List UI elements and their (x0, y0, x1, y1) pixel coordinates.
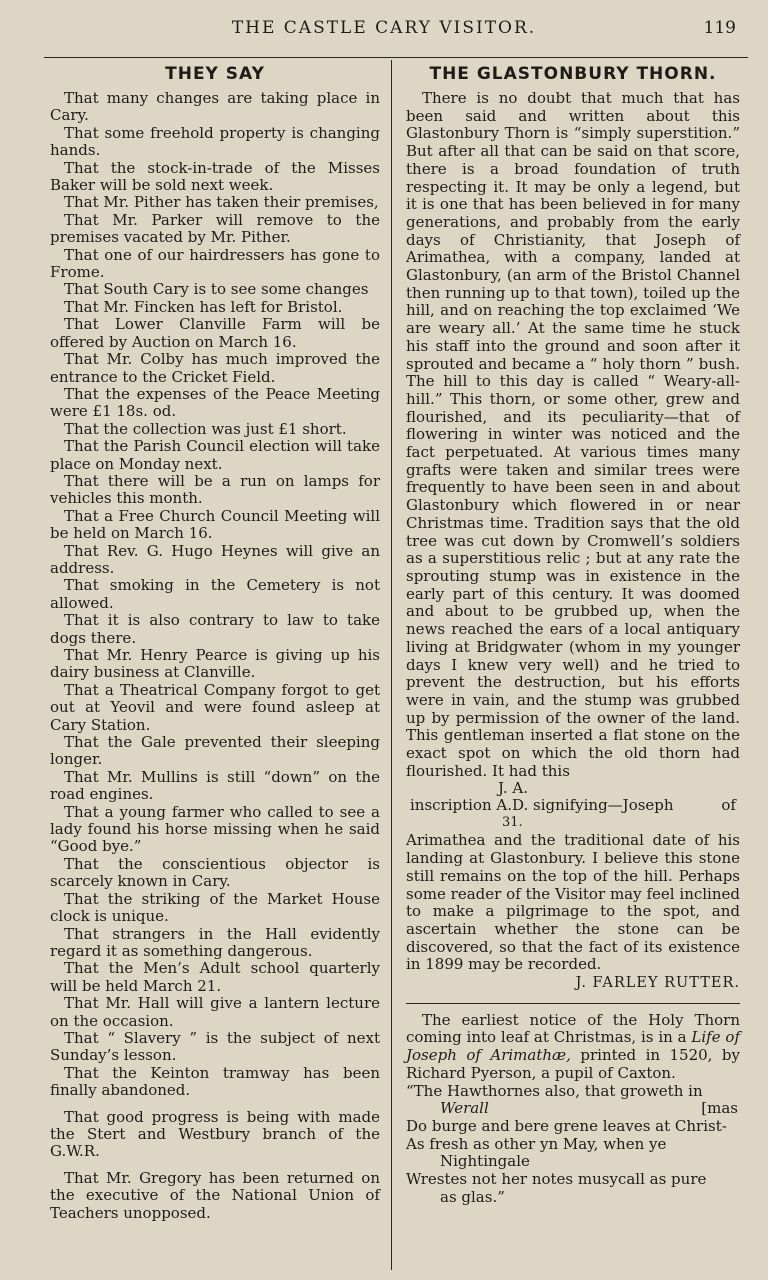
verse-line: “The Hawthornes also, that groweth in (406, 1081, 703, 1100)
inscription-line: inscription A.D. signifying—Joseph (410, 796, 674, 815)
notice-text-end: printed in 1520, by Richard Pyerson, a pupil of Caxton. (406, 1046, 740, 1082)
they-say-item: That the Keinton tramway has been finally abandoned. (50, 1063, 380, 1100)
they-say-item: That Mr. Fincken has left for Bristol. (64, 297, 343, 316)
they-say-item: That South Cary is to see some changes (64, 280, 369, 299)
they-say-item: That a Theatrical Company forgot to get out at Yeovil and were found asleep at Cary Station. (50, 680, 380, 734)
notice-book-title: Life of Joseph of Arimathæ, (406, 1028, 740, 1065)
they-say-item: That it is also contrary to law to take dogs there. (50, 611, 380, 647)
they-say-item: That Mr. Pither has taken their premises, (64, 193, 379, 212)
they-say-item: That Mr. Mullins is still “down” on the road engines. (50, 767, 380, 804)
thorn-paragraph-1: There is no doubt that much that has been said and written about this Glastonbury Thorn is “simply superstition.” But after all that can be said on that score, there is a broad foundation of truth respecting it. It may be only a legend, but it is one that has been believed in for many generations, and probably from the early days of Christianity, that Joseph of Arimathea, with a company, landed at Glastonbury, (an arm of the Bristol Channel then running up to that town), toiled up the hill, and on reaching the top exclaimed ‘We are weary all.’ At the same time he stuck his staff into the ground and soon after it sprouted and became a “ holy thorn ” bush. The hill to this day is called “ Weary-all-hill.” This thorn, or some other, grew and flourished, and its peculiarity—that of flowering in winter was noticed and the fact perpetuated. At various times many grafts were taken and similar trees were frequently to have been seen in and about Glastonbury which flowered in or near Christmas time. Tradition says that the old tree was cut down by Cromwell’s soldiers as a superstitious relic ; but at any rate the sprouting stump was in existence in the early part of this century. It was doomed and about to be grubbed up, when the news reached the ears of a local antiquary living at Bridgwater (whom in my younger days I knew very well) and he tried to prevent the destruction, but his efforts were in vain, and the stump was grubbed up by permission of the owner of the land. This gentleman inserted a flat stone on the exact spot on which the old thorn had flourished. It had this (406, 89, 740, 780)
section-rule (406, 1003, 740, 1004)
holy-thorn-notice (406, 1012, 740, 1083)
they-say-item: That there will be a run on lamps for vehicles this month. (50, 471, 380, 508)
they-say-item: That many changes are taking place in Cary. (50, 89, 380, 125)
they-say-heading: THEY SAY (165, 64, 265, 84)
notice-paragraph (406, 1012, 740, 1083)
they-say-column (50, 64, 380, 1222)
they-say-list (50, 90, 380, 1222)
inscription-block (406, 780, 740, 832)
they-say-item: That the Gale prevented their sleeping longer. (50, 733, 380, 769)
running-head (0, 18, 768, 46)
they-say-item: That good progress is being with made the Stert and Westbury branch of the G.W.R. (50, 1107, 380, 1161)
they-say-item: That the conscientious objector is scarcely known in Cary. (50, 854, 380, 891)
they-say-item: That Rev. G. Hugo Heynes will give an address. (50, 541, 380, 577)
they-say-item: That a young farmer who called to see a lady found his horse missing when he said “Good bye.” (50, 802, 380, 856)
inscription-initials: J. A. (498, 779, 528, 798)
author-signature: J. FARLEY RUTTER. (575, 975, 740, 992)
they-say-item: That Mr. Gregory has been returned on the executive of the National Union of Teachers unopposed. (50, 1168, 380, 1222)
verse-fragment: [mas (701, 1099, 738, 1118)
verse-line: as glas.” (440, 1187, 505, 1206)
they-say-item: That the Parish Council election will take place on Monday next. (50, 437, 380, 473)
thorn-heading: THE GLASTONBURY THORN. (429, 64, 717, 84)
column-rule (391, 60, 392, 1270)
verse-line: Wrestes not her notes musycall as pure (406, 1170, 707, 1189)
verse-word: Werall (440, 1099, 489, 1118)
they-say-item: That smoking in the Cemetery is not allowed. (50, 576, 380, 612)
they-say-item: That the stock-in-trade of the Misses Baker will be sold next week. (50, 158, 380, 195)
they-say-item: That strangers in the Hall evidently regard it as something dangerous. (50, 924, 380, 960)
they-say-item: That Mr. Colby has much improved the entrance to the Cricket Field. (50, 350, 380, 386)
they-say-item: That one of our hairdressers has gone to Frome. (50, 245, 380, 282)
publication-title: THE CASTLE CARY VISITOR. (231, 18, 537, 38)
verse-line: Do burge and bere grene leaves at Christ- (406, 1116, 727, 1135)
they-say-item: That Mr. Hall will give a lantern lecture on the occasion. (50, 994, 380, 1030)
inscription-of: of (721, 796, 736, 815)
they-say-item: That the striking of the Market House clock is unique. (50, 889, 380, 926)
glastonbury-thorn-column (406, 64, 740, 1206)
notice-text-start: The earliest notice of the Holy Thorn coming into leaf at Christmas, is in a (406, 1010, 740, 1047)
thorn-paragraph-2: Arimathea and the traditional date of his landing at Glastonbury. I believe this stone still remains on the top of the hill. Perhaps some reader of the Visitor may feel inclined to make a pilgrimage to the spot, and ascertain whether the stone can be discovered, so that the fact of its existence in 1899 may be recorded. (406, 831, 740, 974)
they-say-item: That some freehold property is changing hands. (50, 123, 380, 160)
they-say-item: That Mr. Henry Pearce is giving up his dairy business at Clanville. (50, 646, 380, 682)
verse-line: Nightingale (440, 1152, 530, 1171)
header-rule (44, 57, 748, 58)
page-number: 119 (703, 18, 736, 38)
verse-line: As fresh as other yn May, when ye (406, 1134, 667, 1153)
they-say-item: That the collection was just £1 short. (64, 419, 347, 438)
they-say-item: That the expenses of the Peace Meeting were £1 18s. od. (50, 384, 380, 421)
verse-quote (406, 1083, 740, 1207)
they-say-item: That a Free Church Council Meeting will be held on March 16. (50, 506, 380, 543)
they-say-item: That the Men’s Adult school quarterly will be held March 21. (50, 959, 380, 995)
they-say-item: That Lower Clanville Farm will be offered by Auction on March 16. (50, 315, 380, 351)
they-say-item: That Mr. Parker will remove to the premises vacated by Mr. Pither. (50, 210, 380, 247)
inscription-year: 31. (502, 815, 523, 831)
they-say-item: That “ Slavery ” is the subject of next Sunday’s lesson. (50, 1028, 380, 1065)
thorn-article (406, 90, 740, 993)
verse-line-split (406, 1100, 740, 1118)
